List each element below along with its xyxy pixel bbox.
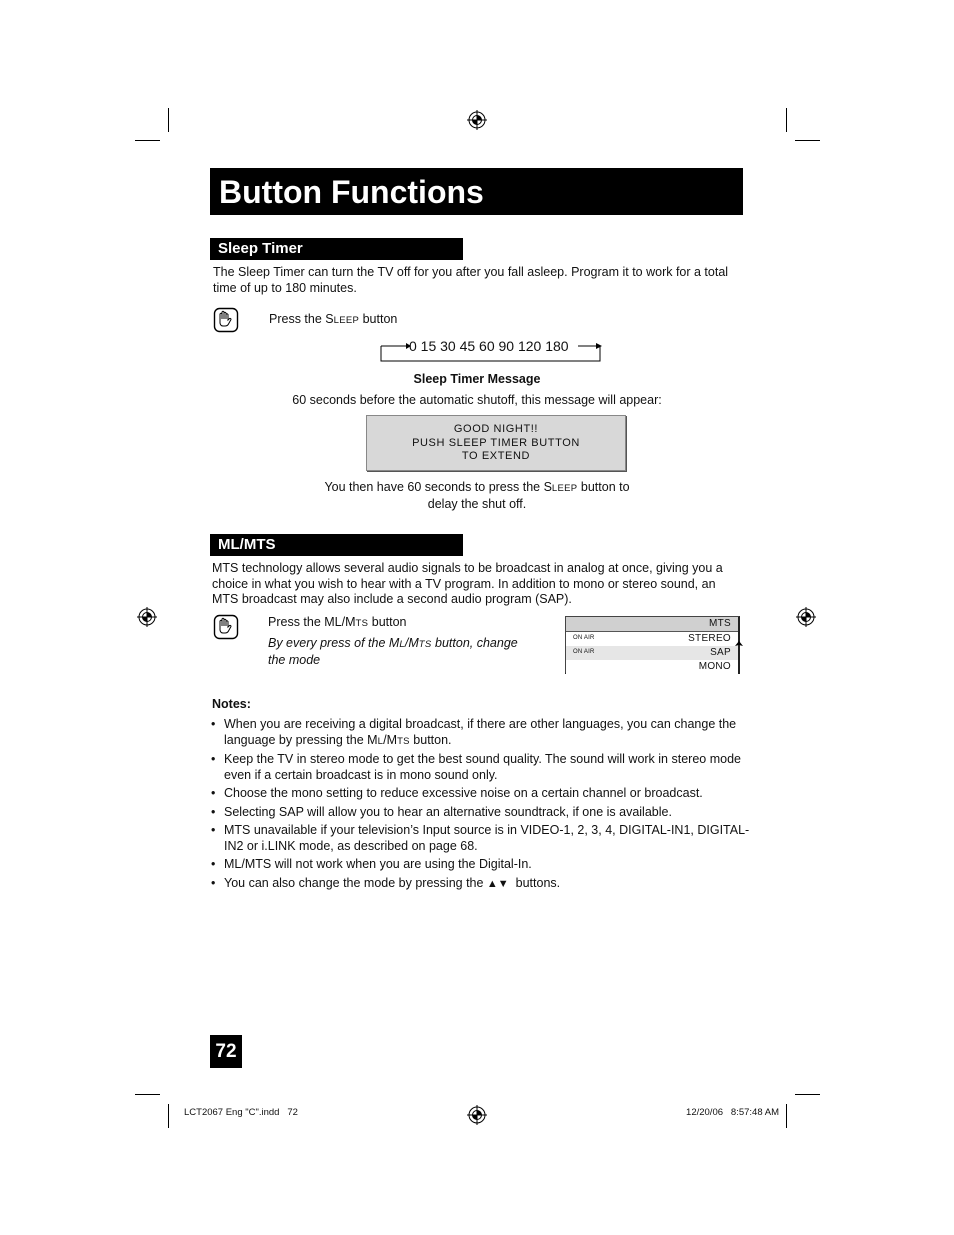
sleep-timer-heading-bar	[210, 238, 463, 260]
screen-line-2: PUSH SLEEP TIMER BUTTON	[412, 436, 580, 449]
mts-option-sap	[566, 646, 738, 660]
notes-list	[211, 717, 751, 895]
note-7-suffix: buttons.	[508, 875, 561, 890]
note-item: • ML/MTS will not work when you are using the Digital-In.	[211, 857, 751, 873]
screen-line-3: TO EXTEND	[461, 450, 531, 462]
page-title: Button Functions	[219, 174, 484, 210]
screen-line-1: GOOD NIGHT!!	[453, 423, 539, 435]
mts-press-suffix: button	[368, 615, 407, 629]
note-item: • Selecting SAP will allow you to hear an alternative soundtrack, if one is available.	[211, 805, 751, 821]
sleep-after-smallcaps: LEEP	[551, 483, 578, 494]
mts-intro: MTS technology allows several audio signals to be broadcast in analog at once, giving you a choice in what you wish to hear with a TV program. In addition to mono or stereo sound, an MTS broadcast may also include a second audio program (SAP).	[212, 561, 723, 606]
mts-heading: ML/MTS	[218, 536, 276, 553]
crop-mark	[795, 140, 820, 141]
registration-mark-icon	[796, 607, 816, 627]
mts-option-label: MONO	[698, 661, 731, 672]
mts-option-label: STEREO	[688, 633, 731, 644]
mts-desc-prefix: By every press of the M	[268, 636, 400, 650]
sleep-message-intro: 60 seconds before the automatic shutoff, this message will appear:	[292, 393, 662, 407]
mts-mode-description	[268, 636, 558, 668]
notes-heading: Notes:	[212, 697, 251, 711]
note-1-suffix: button.	[409, 732, 452, 747]
note-1-sc2: TS	[397, 735, 410, 747]
note-7-prefix: You can also change the mode by pressing the	[224, 875, 487, 890]
registration-mark-icon	[467, 1105, 487, 1125]
sleep-timer-intro: The Sleep Timer can turn the TV off for you after you fall asleep. Program it to work for a total time of up to 180 minutes.	[213, 265, 729, 295]
mts-press-smallcaps: TS	[355, 618, 369, 629]
hand-press-icon	[213, 307, 239, 333]
mts-desc-line2: the mode	[268, 652, 321, 667]
registration-mark-icon	[137, 607, 157, 627]
crop-mark	[135, 140, 160, 141]
mts-option-stereo	[566, 632, 738, 646]
sleep-message-title: Sleep Timer Message	[413, 372, 541, 386]
sleep-press-suffix: button	[359, 312, 398, 326]
mts-desc-sc1: L	[399, 639, 405, 650]
mts-option-status: ON AIR	[573, 635, 595, 641]
mts-press-instruction	[268, 615, 407, 632]
sleep-press-instruction	[269, 312, 397, 329]
footer-file: LCT2067 Eng "C".indd 72	[184, 1107, 298, 1118]
sleep-after-line2: delay the shut off.	[427, 496, 527, 511]
sleep-press-prefix: Press the S	[269, 312, 334, 326]
note-item: • MTS unavailable if your television’s Input source is in VIDEO-1, 2, 3, 4, DIGITAL-IN1, DIGITAL-IN2 or i.LINK mode, as described on page 68.	[211, 823, 751, 854]
mts-desc-sc2: TS	[418, 639, 432, 650]
pointer-arrow-icon	[735, 641, 743, 651]
page-number: 72	[210, 1035, 242, 1068]
mts-panel-header	[566, 617, 738, 632]
sleep-timer-heading: Sleep Timer	[218, 240, 303, 257]
note-item: • Keep the TV in stereo mode to get the best sound quality. The sound will work in stereo mode even if a certain broadcast is in mono sound only.	[211, 752, 751, 783]
note-1-sc1: L	[377, 735, 384, 747]
note-item	[211, 717, 751, 749]
mts-panel-header-label: MTS	[708, 618, 731, 629]
registration-mark-icon	[467, 110, 487, 130]
sleep-press-smallcaps: LEEP	[333, 315, 360, 326]
note-item: • Choose the mono setting to reduce excessive noise on a certain channel or broadcast.	[211, 786, 751, 802]
footer-timestamp: 12/20/06 8:57:48 AM	[686, 1107, 779, 1118]
sleep-after-suffix: button to	[577, 480, 630, 494]
crop-mark	[168, 1104, 169, 1128]
hand-press-icon	[213, 614, 239, 640]
sleep-sequence: 0 15 30 45 60 90 120 180	[409, 338, 569, 354]
mts-desc-mid: /M	[404, 636, 419, 650]
crop-mark	[168, 108, 169, 132]
sleep-onscreen-message	[366, 415, 626, 471]
mts-option-status: ON AIR	[573, 649, 595, 655]
mts-onscreen-panel	[565, 616, 740, 674]
note-item	[211, 876, 751, 893]
sleep-after-text	[0, 480, 954, 512]
mts-press-prefix: Press the ML/M	[268, 615, 356, 629]
mts-heading-bar	[210, 534, 463, 556]
mts-desc-suffix: button, change	[431, 636, 518, 650]
note-1-mid: /M	[383, 732, 398, 747]
page-title-bar	[210, 168, 743, 215]
crop-mark	[786, 1104, 787, 1128]
crop-mark	[786, 108, 787, 132]
mts-option-mono	[566, 660, 738, 674]
crop-mark	[135, 1094, 160, 1095]
note-1-prefix: When you are receiving a digital broadcast, if there are other languages, you can change the language by pressing the M	[224, 717, 737, 747]
sleep-after-prefix: You then have 60 seconds to press the S	[324, 480, 552, 494]
crop-mark	[795, 1094, 820, 1095]
up-down-arrows-icon: ▲▼	[486, 877, 509, 890]
mts-option-label: SAP	[710, 647, 731, 658]
